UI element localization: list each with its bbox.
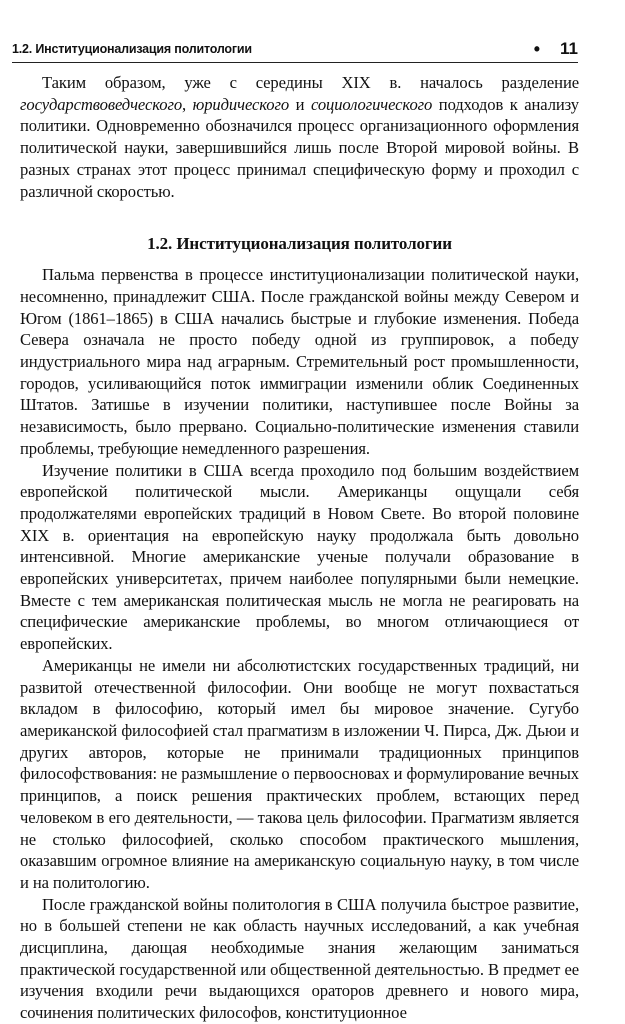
running-head-bullet: • (533, 39, 540, 59)
intro-paragraph (20, 72, 579, 202)
page-number: 11 (560, 39, 578, 58)
body-paragraph: После гражданской войны политология в США получила быстрое развитие, но в большей степени не как область научных исследований, а как учебная дисциплина, дающая необходимые знания желающим заниматься практической государственной или общественной деятельностью. В предмет ее изучения входили речи выдающихся ораторов древнего и нового мира, сочинения политических философов, конституционное (20, 894, 579, 1023)
italic-term-state-studies: государствоведческого (20, 94, 183, 114)
intro-text-part: , (182, 94, 193, 114)
body-paragraph: Американцы не имели ни абсолютистских государственных традиций, ни развитой отечественной философии. Они вообще не могут похвастаться вкладом в философию, который имел бы мировое значение. Сугубо американской философией стал прагматизм в изложении Ч. Пирса, Дж. Дьюи и других авторов, которые не принимали традиционных принципов философствования: не размышление о первоосновах и формулирование вечных принципов, а поиск решения практических проблем, встающих перед человеком в его деятельности, — такова цель философии. Прагматизм является не столько философией, сколько способом практического мышления, оказавшим огромное влияние на американскую социальную науку, в том числе и на политологию. (20, 655, 579, 892)
running-head-title: 1.2. Институционализация политологии (12, 42, 252, 56)
body-paragraph: Изучение политики в США всегда проходило под большим воздействием европейской политической мысли. Американцы ощущали себя продолжателями европейских традиций в Новом Свете. Во второй половине XIX в. ориентация на европейскую науку продолжала быть довольно интенсивной. Многие американские ученые получали образование в европейских университетах, причем наиболее популярными были немецкие. Вместе с тем американская политическая мысль не могла не реагировать на специфические американские проблемы, во многом отличающиеся от европейских. (20, 460, 579, 654)
intro-text-part: и (289, 94, 311, 114)
running-head (12, 40, 578, 63)
body-paragraph: Пальма первенства в процессе институционализации политической науки, несомненно, принадлежит США. После гражданской войны между Севером и Югом (1861–1865) в США начались быстрые и глубокие изменения. Победа Севера означала не просто победу одной из группировок, а победу индустриального мира над аграрным. Стремительный рост промышленности, городов, усиливающийся поток иммиграции изменили облик Соединенных Штатов. Затишье в изучении политики, наступившее после Войны за независимость, было прервано. Социально-политические изменения ставили проблемы, требующие немедленного разрешения. (20, 265, 579, 458)
page-body (20, 72, 579, 1024)
italic-term-legal: юридического (192, 94, 290, 114)
intro-text-part: Таким образом, уже с середины XIX в. началось разделение (42, 73, 579, 92)
intro-text-part: подходов к анализу политики. Одновременно обозначился процесс организационного оформления политической науки, завершившийся лишь после Второй мировой войны. В разных странах этот процесс принимал специфическую форму и проходил с различной скоростью. (20, 94, 579, 201)
section-heading: 1.2. Институционализация политологии (147, 234, 452, 254)
italic-term-sociological: социологического (310, 94, 433, 114)
